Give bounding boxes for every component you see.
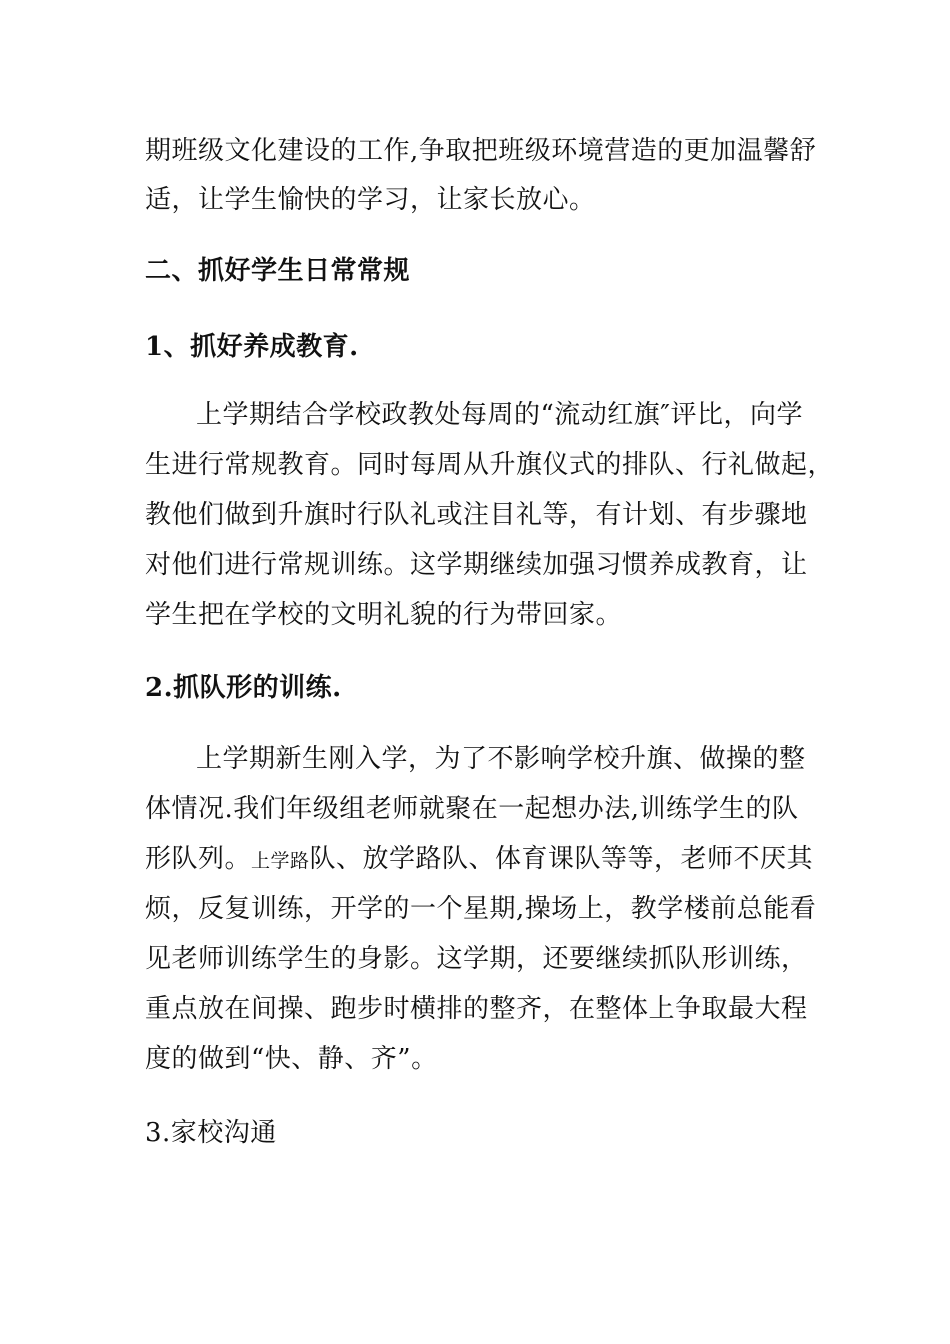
item-1-paragraph-line: 对他们进行常规训练。这学期继续加强习惯养成教育，让 (145, 550, 808, 580)
item-2-paragraph-line: 上学期新生刚入学，为了不影响学校升旗、做操的整 (196, 744, 806, 774)
item-2-paragraph-line (145, 842, 813, 878)
item-2-paragraph-line: 体情况.我们年级组老师就聚在一起想办法,训练学生的队 (145, 794, 799, 824)
item-2-heading: 2.抓队形的训练. (145, 673, 342, 703)
intro-line-2: 适，让学生愉快的学习，让家长放心。 (145, 185, 596, 215)
section-heading: 二、抓好学生日常常规 (145, 256, 411, 286)
item-1-heading: 1、抓好养成教育. (145, 332, 359, 362)
item-1-paragraph-line: 上学期结合学校政教处每周的“流动红旗″评比，向学 (196, 400, 804, 430)
item-2-line-3-part-a: 形队列。 (145, 844, 252, 874)
item-2-paragraph-line: 烦，反复训练，开学的一个星期,操场上，教学楼前总能看 (145, 894, 817, 924)
item-2-paragraph-line: 重点放在间操、跑步时横排的整齐，在整体上争取最大程 (145, 994, 808, 1024)
item-2-line-3-small-text: 上学路 (251, 850, 310, 872)
item-3-heading: 3.家校沟通 (145, 1118, 277, 1148)
item-1-paragraph-line: 生进行常规教育。同时每周从升旗仪式的排队、行礼做起， (145, 450, 835, 480)
item-2-paragraph-line: 度的做到“快、静、齐”。 (145, 1044, 438, 1074)
intro-line-1: 期班级文化建设的工作,争取把班级环境营造的更加温馨舒 (145, 136, 817, 166)
item-1-paragraph-line: 教他们做到升旗时行队礼或注目礼等，有计划、有步骤地 (145, 500, 808, 530)
item-1-paragraph-line: 学生把在学校的文明礼貌的行为带回家。 (145, 600, 623, 630)
item-2-line-3-part-b: 队、放学路队、体育课队等等，老师不厌其 (309, 844, 814, 874)
item-2-paragraph-line: 见老师训练学生的身影。这学期，还要继续抓队形训练， (145, 944, 808, 974)
